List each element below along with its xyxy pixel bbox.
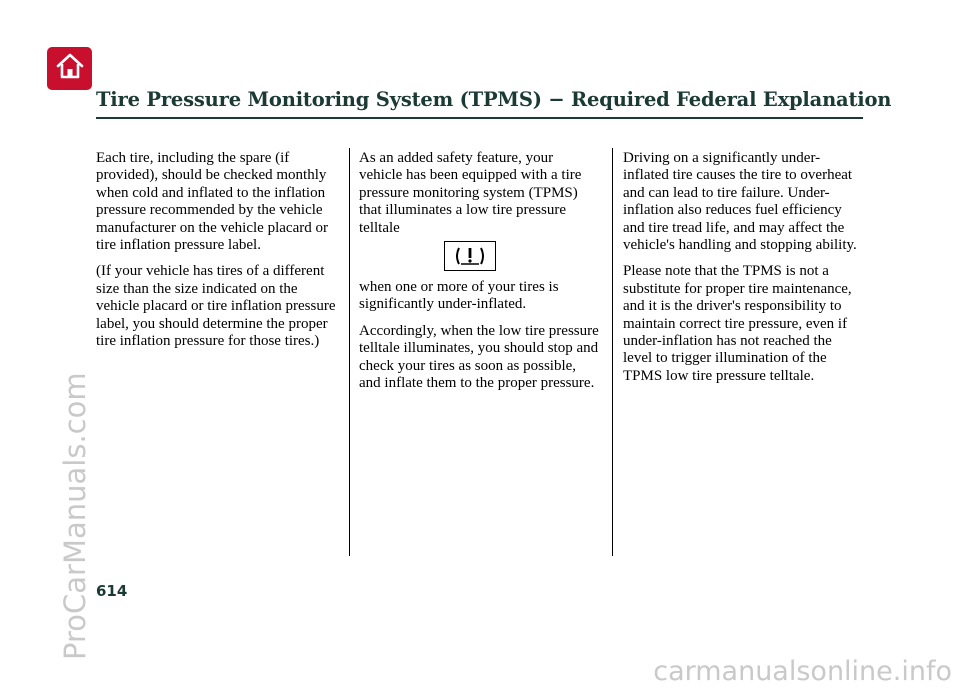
home-icon xyxy=(55,52,85,85)
header-divider xyxy=(96,117,863,119)
column-2 xyxy=(359,150,599,401)
paragraph: Driving on a significantly under-inflated tire causes the tire to overheat and can lead to tire failure. Under-inflation also reduces fuel efficiency and tire tread life, and may affect the vehicle's handling and stopping ability. xyxy=(623,150,857,254)
column-divider xyxy=(612,148,613,556)
watermark-vertical: ProCarManuals.com xyxy=(58,372,92,660)
home-button[interactable] xyxy=(47,47,92,90)
paragraph: Each tire, including the spare (if provided), should be checked monthly when cold and inflated to the inflation pressure recommended by the vehicle manufacturer on the vehicle placard or tire inflation pressure label. xyxy=(96,150,328,254)
paragraph: when one or more of your tires is significantly under-inflated. xyxy=(359,279,559,313)
page-title: Tire Pressure Monitoring System (TPMS) − Required Federal Explanation xyxy=(96,88,892,111)
paragraph: As an added safety feature, your vehicle has been equipped with a tire pressure monitoring system (TPMS) that illuminates a low tire pressure telltale xyxy=(359,150,582,236)
paragraph: (If your vehicle has tires of a different size than the size indicated on the vehicle placard or tire inflation pressure label, you should determine the proper tire inflation pressure for those tires.) xyxy=(96,263,336,350)
low-tire-pressure-icon xyxy=(444,241,496,271)
paragraph: Accordingly, when the low tire pressure telltale illuminates, you should stop and check your tires as soon as possible, and inflate them to the proper pressure. xyxy=(359,322,599,392)
page-number: 614 xyxy=(96,582,128,600)
column-1 xyxy=(96,150,336,359)
column-divider xyxy=(349,148,350,556)
watermark-horizontal: carmanualsonline.info xyxy=(653,656,952,687)
column-3 xyxy=(623,150,863,394)
paragraph: Please note that the TPMS is not a substitute for proper tire maintenance, and it is the driver's responsibility to maintain correct tire pressure, even if under-inflation has not reached the level to trigger illumination of the TPMS low tire pressure telltale. xyxy=(623,263,852,384)
